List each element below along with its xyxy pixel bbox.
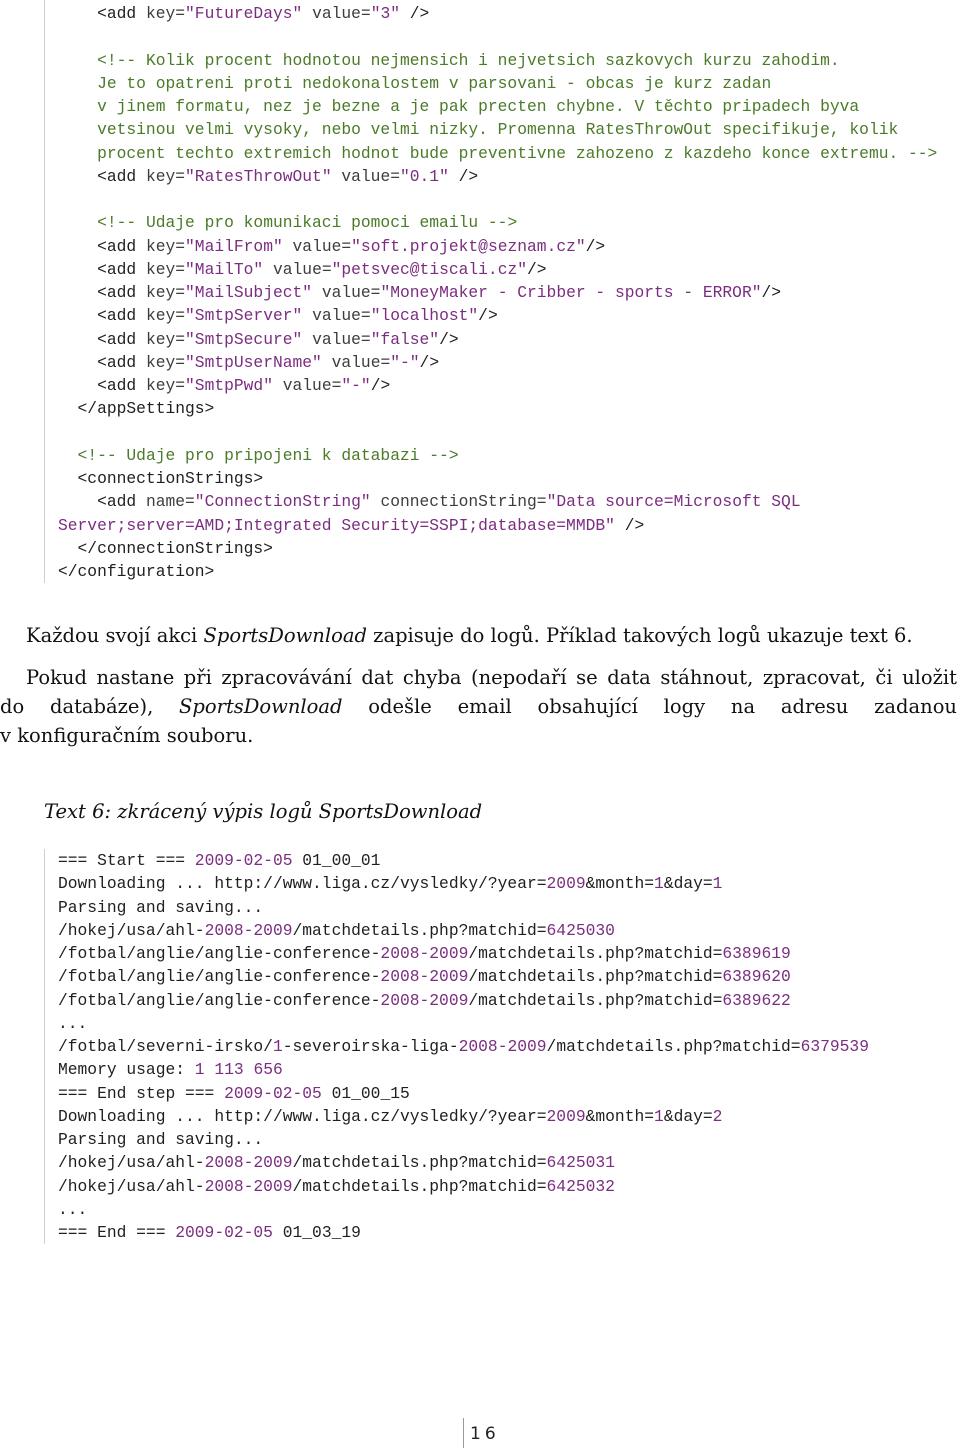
code-text: ... xyxy=(58,1199,88,1219)
string-literal: "Data source=Microsoft SQL xyxy=(546,492,801,512)
number-literal: 2008-2009 xyxy=(204,920,293,940)
code-line xyxy=(58,328,937,351)
code-text xyxy=(244,1060,254,1079)
code-line xyxy=(58,467,937,490)
attribute-name: value= xyxy=(282,376,342,395)
string-literal: "false" xyxy=(370,329,440,349)
attribute-name: value= xyxy=(312,306,371,326)
string-literal: "petsvec@tiscali.cz" xyxy=(331,259,528,279)
number-literal: 113 xyxy=(214,1060,244,1080)
code-text: -severoirska-liga- xyxy=(282,1037,459,1056)
comment-text: <!-- Kolik procent hodnotou nejmensich i nejvetsich sazkovych kurzu zahodim. xyxy=(97,50,840,70)
code-text: /fotbal/severni-irsko/ xyxy=(58,1037,273,1056)
string-literal: "MailFrom" xyxy=(185,236,283,256)
code-text xyxy=(273,376,283,395)
string-literal: "soft.projekt@seznam.cz" xyxy=(351,236,586,256)
string-literal: Server;server=AMD;Integrated Security=SSPI;database=MMDB" xyxy=(58,515,615,535)
number-literal: 6425031 xyxy=(546,1153,615,1173)
log-line xyxy=(58,1175,869,1198)
code-line xyxy=(58,490,937,513)
string-literal: "SmtpServer" xyxy=(185,306,303,326)
code-line xyxy=(58,72,937,95)
log-line xyxy=(58,1151,869,1174)
code-line xyxy=(58,2,937,25)
code-line xyxy=(58,560,937,583)
code-text: <add xyxy=(58,492,146,512)
code-text xyxy=(302,306,312,325)
string-literal: "MoneyMaker - Cribber - sports - ERROR" xyxy=(380,283,762,302)
attribute-name: value= xyxy=(312,4,371,23)
code-text: /hokej/usa/ahl- xyxy=(58,1176,205,1196)
code-text: 01_00_15 xyxy=(321,1083,410,1103)
code-text: &month= xyxy=(585,1106,655,1126)
paragraph-line xyxy=(0,692,957,721)
code-text xyxy=(302,4,312,23)
code-text: <connectionStrings> xyxy=(58,469,264,488)
code-line xyxy=(58,304,937,327)
attribute-name: key= xyxy=(145,376,186,395)
attribute-name: key= xyxy=(145,329,186,349)
number-literal: 6425032 xyxy=(546,1176,615,1196)
code-text: /> xyxy=(478,306,498,326)
code-line xyxy=(58,165,937,188)
code-text: <add xyxy=(58,166,146,186)
number-literal: 6389622 xyxy=(722,990,791,1010)
code-text xyxy=(312,283,322,302)
code-line xyxy=(58,142,937,165)
paragraph-text: do databáze), xyxy=(0,695,180,718)
code-line xyxy=(58,537,937,560)
number-literal: 2009 xyxy=(546,1106,586,1126)
code-text: 01_00_01 xyxy=(292,851,381,870)
paragraph-text: odešle email obsahující logy na adresu zadanou xyxy=(342,695,957,718)
code-line xyxy=(58,444,937,467)
number-literal: 6425030 xyxy=(546,920,615,940)
number-literal: 656 xyxy=(253,1060,283,1080)
code-text: === End === xyxy=(58,1223,176,1242)
code-text: </configuration> xyxy=(58,562,215,581)
log-line xyxy=(58,1035,869,1058)
attribute-name: key= xyxy=(145,166,186,186)
attribute-name: value= xyxy=(321,283,381,302)
code-text: </appSettings> xyxy=(58,399,215,419)
code-line xyxy=(58,397,937,420)
code-line xyxy=(58,49,937,72)
code-line xyxy=(58,25,937,48)
code-text: <add xyxy=(58,352,146,372)
string-literal: "FutureDays" xyxy=(185,4,303,23)
code-text: <add xyxy=(58,236,146,256)
code-text: /fotbal/anglie/anglie-conference- xyxy=(58,967,381,987)
code-text xyxy=(302,330,312,349)
number-literal: 2008-2009 xyxy=(380,990,469,1010)
code-line xyxy=(58,235,937,258)
number-literal: 1 xyxy=(654,874,664,894)
code-text: Parsing and saving... xyxy=(58,1130,264,1149)
log-line xyxy=(58,849,869,872)
code-text: /matchdetails.php?matchid= xyxy=(546,1037,801,1056)
attribute-name: value= xyxy=(292,236,352,256)
code-text: <add xyxy=(58,376,146,395)
string-literal: "MailTo" xyxy=(185,259,264,279)
number-literal: 1 xyxy=(712,874,723,894)
attribute-name: key= xyxy=(145,4,186,23)
code-line xyxy=(58,118,937,141)
code-text: Downloading ... http://www.liga.cz/vysledky/?year= xyxy=(58,1106,547,1126)
attribute-name: value= xyxy=(331,352,391,372)
code-text xyxy=(58,213,97,232)
string-literal: "ConnectionString" xyxy=(194,492,371,512)
number-literal: 6389619 xyxy=(722,944,791,963)
code-text: /matchdetails.php?matchid= xyxy=(292,920,547,940)
log-line xyxy=(58,1105,869,1128)
code-line xyxy=(58,281,937,304)
config-code-listing xyxy=(44,0,937,583)
number-literal: 1 xyxy=(194,1060,205,1080)
paragraph-text: Každou svojí akci xyxy=(26,624,204,647)
code-line xyxy=(58,188,937,211)
attribute-name: name= xyxy=(145,492,195,512)
code-line xyxy=(58,258,937,281)
log-line xyxy=(58,965,869,988)
log-line xyxy=(58,872,869,895)
code-text: <add xyxy=(58,283,146,302)
string-literal: "SmtpSecure" xyxy=(185,329,303,349)
log-line xyxy=(58,896,869,919)
code-text: /fotbal/anglie/anglie-conference- xyxy=(58,944,381,963)
number-literal: 1 xyxy=(654,1106,664,1126)
code-text: Downloading ... http://www.liga.cz/vysledky/?year= xyxy=(58,874,547,894)
code-text xyxy=(332,167,342,186)
code-text: <add xyxy=(58,329,146,349)
code-line xyxy=(58,95,937,118)
number-literal: 2009-02-05 xyxy=(194,851,293,870)
code-text: /> xyxy=(527,259,547,279)
page-number: 16 xyxy=(463,1418,500,1448)
comment-text: procent techto extremich hodnot bude preventivne zahozeno z kazdeho konce extremu. --> xyxy=(58,143,938,163)
code-text: /> xyxy=(370,376,391,395)
string-literal: "-" xyxy=(390,352,420,372)
comment-text: Je to opatreni proti nedokonalostem v parsovani - obcas je kurz zadan xyxy=(58,73,772,93)
code-line xyxy=(58,514,937,537)
code-text: &day= xyxy=(663,874,713,894)
program-name: SportsDownload xyxy=(203,624,367,647)
comment-text: v jinem formatu, nez je bezne a je pak precten chybne. V těchto pripadech byva xyxy=(58,97,860,116)
code-text: &day= xyxy=(663,1106,713,1126)
code-line xyxy=(58,421,937,444)
code-text: 01_03_19 xyxy=(272,1223,361,1242)
code-text: /matchdetails.php?matchid= xyxy=(468,967,723,987)
string-literal: "SmtpUserName" xyxy=(185,352,322,372)
string-literal: "MailSubject" xyxy=(185,283,313,302)
program-name: SportsDownload xyxy=(179,695,343,718)
attribute-name: key= xyxy=(145,236,186,256)
code-text xyxy=(58,446,78,465)
code-text: /> xyxy=(439,329,459,349)
code-text: === End step === xyxy=(58,1083,225,1103)
comment-text: <!-- Udaje pro komunikaci pomoci emailu --> xyxy=(97,213,518,233)
number-literal: 6389620 xyxy=(722,967,791,987)
attribute-name: value= xyxy=(341,166,400,186)
code-text: Memory usage: xyxy=(58,1060,195,1080)
comment-text: <!-- Udaje pro pripojeni k databazi --> xyxy=(77,445,459,465)
paragraph-error-email xyxy=(0,663,957,750)
code-text: /matchdetails.php?matchid= xyxy=(292,1176,547,1196)
paragraph-text: zapisuje do logů. Příklad takových logů ukazuje text 6. xyxy=(366,624,913,647)
code-text: /> xyxy=(448,166,479,186)
paragraph-line: Pokud nastane při zpracovávání dat chyba (nepodaří se data stáhnout, zpracovat, či uložit xyxy=(26,666,957,689)
code-text: <add xyxy=(58,306,146,326)
code-text: /matchdetails.php?matchid= xyxy=(292,1153,547,1173)
number-literal: 2009 xyxy=(546,874,586,894)
attribute-name: value= xyxy=(312,329,371,349)
attribute-name: key= xyxy=(145,259,186,279)
code-text: &month= xyxy=(585,874,655,894)
code-text: /matchdetails.php?matchid= xyxy=(468,990,723,1010)
number-literal: 2009-02-05 xyxy=(224,1083,322,1103)
code-text: /hokej/usa/ahl- xyxy=(58,920,205,940)
listing-caption: Text 6: zkrácený výpis logů SportsDownload xyxy=(44,800,483,823)
code-line xyxy=(58,374,937,397)
paragraph-logging xyxy=(0,621,957,650)
number-literal: 2008-2009 xyxy=(380,944,469,963)
code-text: /> xyxy=(400,4,430,23)
code-line xyxy=(58,211,937,234)
code-text: === Start === xyxy=(58,851,195,870)
log-line xyxy=(58,1012,869,1035)
comment-text: vetsinou velmi vysoky, nebo velmi nizky. Promenna RatesThrowOut specifikuje, kolik xyxy=(58,120,899,140)
code-text xyxy=(371,492,381,511)
code-text xyxy=(58,51,97,70)
log-line xyxy=(58,1221,869,1244)
code-text: /fotbal/anglie/anglie-conference- xyxy=(58,990,381,1010)
attribute-name: key= xyxy=(145,352,186,372)
code-text xyxy=(283,237,293,256)
string-literal: "RatesThrowOut" xyxy=(185,166,332,186)
string-literal: "0.1" xyxy=(400,166,449,186)
string-literal: "3" xyxy=(370,4,400,23)
string-literal: "localhost" xyxy=(370,306,479,326)
code-text: </connectionStrings> xyxy=(58,538,273,558)
code-text: <add xyxy=(58,4,146,23)
code-text: /hokej/usa/ahl- xyxy=(58,1153,205,1173)
code-text: <add xyxy=(58,259,146,279)
code-text: /> xyxy=(585,236,606,256)
code-text: ... xyxy=(58,1013,88,1033)
string-literal: "SmtpPwd" xyxy=(185,376,273,395)
number-literal: 1 xyxy=(272,1037,283,1056)
attribute-name: value= xyxy=(272,259,332,279)
log-line xyxy=(58,989,869,1012)
number-literal: 2008-2009 xyxy=(380,967,469,987)
number-literal: 6379539 xyxy=(800,1037,869,1056)
number-literal: 2 xyxy=(712,1106,723,1126)
code-text xyxy=(263,260,273,279)
number-literal: 2009-02-05 xyxy=(175,1223,273,1242)
code-text xyxy=(322,353,332,372)
number-literal: 2008-2009 xyxy=(204,1176,293,1196)
attribute-name: key= xyxy=(145,306,186,326)
log-line xyxy=(58,1128,869,1151)
paragraph-line: v konfiguračním souboru. xyxy=(0,724,254,747)
code-text: /matchdetails.php?matchid= xyxy=(468,944,723,963)
attribute-name: connectionString= xyxy=(380,492,547,512)
log-line xyxy=(58,919,869,942)
attribute-name: key= xyxy=(145,283,186,302)
log-listing xyxy=(44,849,869,1244)
log-line xyxy=(58,1058,869,1081)
code-text xyxy=(205,1060,215,1079)
log-line xyxy=(58,1082,869,1105)
log-line xyxy=(58,942,869,965)
number-literal: 2008-2009 xyxy=(204,1153,293,1173)
string-literal: "-" xyxy=(341,376,371,395)
number-literal: 2008-2009 xyxy=(458,1037,547,1056)
log-line xyxy=(58,1198,869,1221)
code-text: Parsing and saving... xyxy=(58,897,264,917)
code-text: /> xyxy=(761,283,782,302)
code-text: /> xyxy=(614,515,645,535)
code-line xyxy=(58,351,937,374)
code-text: /> xyxy=(419,352,440,372)
